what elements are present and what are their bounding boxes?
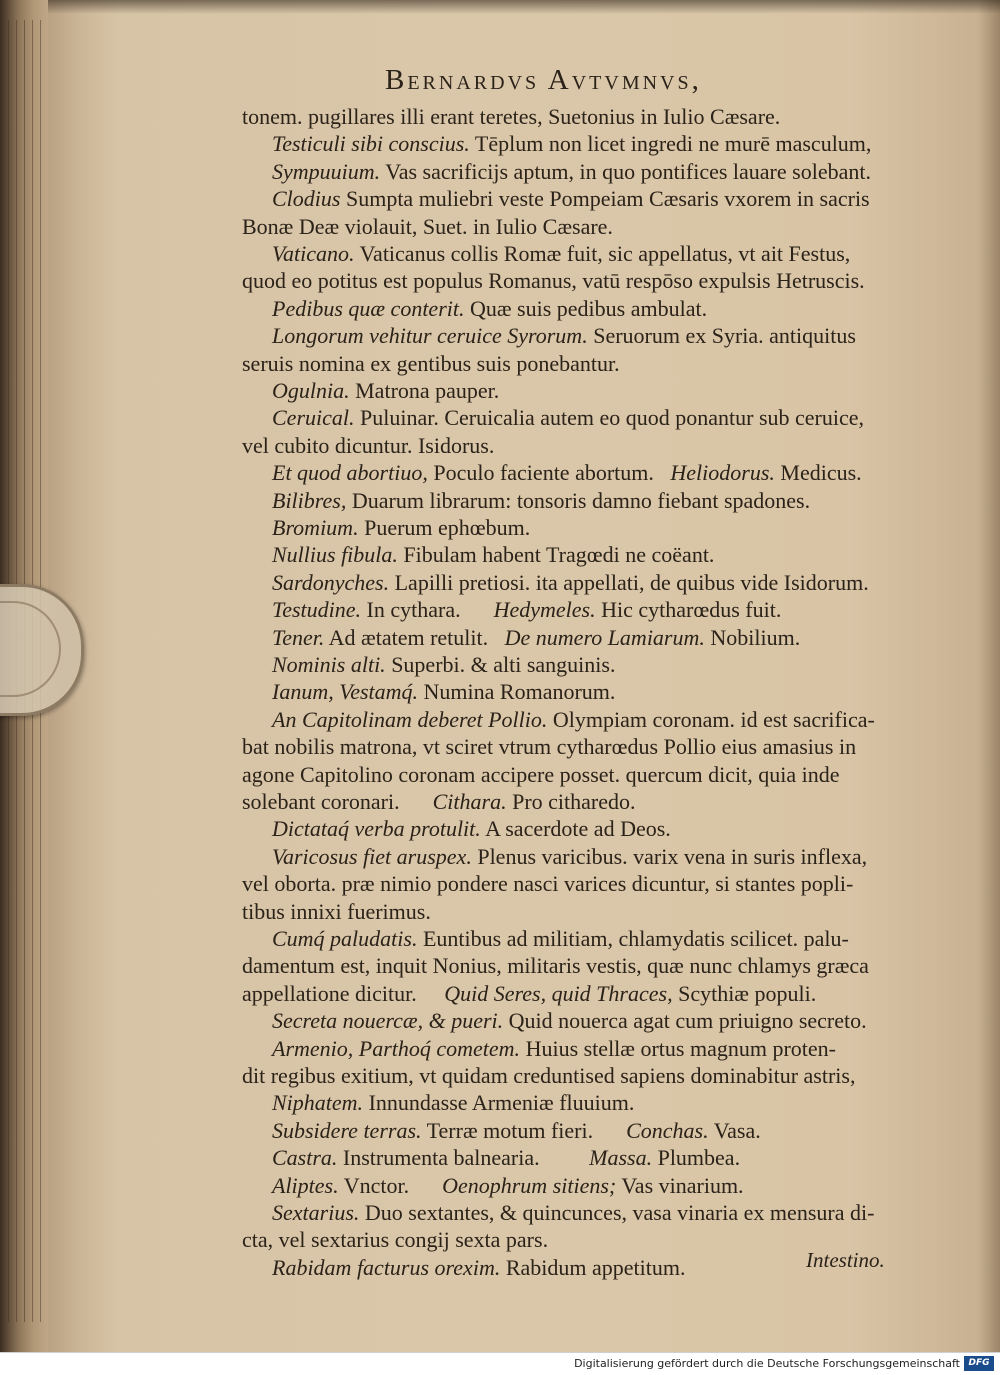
headword: An Capitolinam deberet Pollio. [272, 706, 548, 732]
text-line [272, 1035, 836, 1061]
gloss-text: Vaticanus collis Romæ fuit, sic appellatus, vt ait Festus, [354, 241, 851, 266]
text-line [272, 133, 871, 155]
gloss-text: Euntibus ad militiam, chlamydatis scilicet. palu- [417, 926, 849, 951]
gloss-text: Puluinar. Ceruicalia autem eo quod ponantur sub ceruice, [354, 405, 865, 431]
gloss-text: Tēplum non licet ingredi ne murē masculum, [469, 131, 872, 157]
gloss-text: Duarum librarum: tonsoris damno fiebant spadones. [346, 487, 811, 513]
text-line [242, 213, 613, 239]
gloss-text: bat nobilis matrona, vt sciret vtrum cytharœdus Pollio eius amasius in [242, 734, 857, 760]
text-line [272, 624, 801, 650]
text-line [272, 243, 850, 265]
gloss-text: vel cubito dicuntur. Isidorus. [242, 432, 495, 458]
gloss-text: Vasa. [708, 1117, 761, 1143]
gloss-text: Fibulam habent Tragœdi ne coëant. [397, 542, 715, 568]
text-line [272, 1147, 740, 1169]
headword: Sardonyches. [272, 569, 390, 595]
gloss-text: Nobilium. [704, 624, 801, 650]
gloss-text: Vas vinarium. [616, 1172, 744, 1198]
text-line [272, 1254, 686, 1280]
text-line [272, 544, 714, 566]
text-line [242, 350, 620, 376]
gloss-text: dit regibus exitium, vt quidam creduntised sapiens dominabitur astris, [242, 1063, 856, 1088]
gloss-text: Instrumenta balnearia. [337, 1145, 590, 1171]
gloss-text: quod eo potitus est populus Romanus, vatū respōso expulsis Hetruscis. [242, 268, 865, 294]
text-line [272, 1117, 761, 1143]
headword: Sympuuium. [272, 158, 381, 184]
headword: Ianum, Vestamq́. [272, 679, 419, 705]
headword: Cithara. [432, 789, 507, 814]
text-line [272, 599, 781, 621]
headword: Nominis alti. [272, 652, 386, 677]
headword: Conchas. [626, 1117, 709, 1143]
headword: Vaticano. [272, 241, 355, 266]
headword: Testudine. [272, 597, 362, 623]
text-line [242, 106, 780, 128]
text-line [272, 1202, 874, 1224]
catchword: Intestino. [806, 1248, 885, 1272]
gloss-text: Hic cytharœdus fuit. [595, 597, 782, 623]
text-line [242, 1229, 548, 1251]
text-line [272, 928, 849, 950]
gloss-text: Scythiæ populi. [672, 980, 817, 1006]
text-line [272, 462, 862, 484]
text-line [242, 432, 495, 458]
headword: Massa. [589, 1145, 653, 1171]
gloss-text: Quid nouerca agat cum priuigno secreto. [503, 1008, 867, 1034]
text-line [272, 158, 871, 184]
gloss-text: Superbi. & alti sanguinis. [385, 652, 616, 677]
gloss-text: seruis nomina ex gentibus suis ponebantur. [242, 350, 620, 376]
gloss-text: Vas sacrificijs aptum, in quo pontifices lauare solebant. [380, 158, 871, 184]
gloss-text: cta, vel sextarius congij sexta pars. [242, 1227, 549, 1253]
text-line [272, 487, 811, 513]
gloss-text: vel oborta. præ nimio pondere nasci varices dicuntur, si stantes popli- [242, 871, 854, 897]
gloss-text: A sacerdote ad Deos. [480, 816, 671, 842]
headword: Tener. [272, 624, 325, 650]
gloss-text: In cythara. [361, 597, 494, 623]
gloss-text: Matrona pauper. [349, 378, 500, 403]
headword: De numero Lamiarum. [504, 624, 705, 650]
headword: Ogulnia. [272, 378, 350, 403]
headword: Ceruical. [272, 405, 355, 431]
headword: Varicosus fiet aruspex. [272, 843, 472, 869]
headword: Dictataq́ verba protulit. [272, 816, 481, 842]
headword: Testiculi sibi conscius. [272, 131, 470, 157]
headword: Heliodorus. [670, 460, 775, 486]
gloss-text: Sumpta muliebri veste Pompeiam Cæsaris vxorem in sacris [340, 186, 870, 212]
gloss-text: Numina Romanorum. [418, 679, 616, 705]
headword: Et quod abortiuo, [272, 460, 428, 486]
headword: Pedibus quæ conterit. [272, 295, 465, 321]
text-line [272, 1092, 634, 1114]
headword: Hedymeles. [493, 597, 596, 623]
text-line [272, 295, 708, 321]
gloss-text: solebant coronari. [242, 789, 433, 814]
gloss-text: Huius stellæ ortus magnum proten- [520, 1035, 836, 1061]
gloss-text: Puerum ephœbum. [358, 515, 531, 540]
dfg-logo: DFG [964, 1356, 994, 1371]
headword: Oenophrum sitiens; [442, 1172, 617, 1198]
text-line [272, 654, 615, 676]
text-line [272, 517, 530, 539]
headword: Longorum vehitur ceruice Syrorum. [272, 323, 588, 349]
text-line [272, 569, 869, 595]
gloss-text: Medicus. [774, 460, 862, 486]
gloss-text: tibus innixi fuerimus. [242, 898, 431, 924]
gloss-text: Vnctor. [338, 1172, 443, 1198]
headword: Armenio, Parthoq́ cometem. [272, 1035, 521, 1061]
text-line [242, 955, 869, 977]
gloss-text: Olympiam coronam. id est sacrifica- [547, 706, 875, 732]
headword: Quid Seres, quid Thraces, [444, 980, 673, 1006]
headword: Sextarius. [272, 1200, 360, 1225]
gloss-text: Terræ motum fieri. [421, 1117, 627, 1143]
running-head: Bernardvs Avtvmnvs, [385, 64, 702, 96]
headword: Bilibres, [272, 487, 347, 513]
text-line [272, 1010, 867, 1032]
gloss-text: Duo sextantes, & quincunces, vasa vinaria ex mensura di- [359, 1200, 875, 1225]
gloss-text: Rabidum appetitum. [500, 1254, 686, 1280]
text-line [272, 706, 875, 732]
gloss-text: Ad ætatem retulit. [324, 624, 505, 650]
gloss-text: appellatione dicitur. [242, 980, 445, 1006]
text-line [272, 843, 868, 869]
gloss-text: Plenus varicibus. varix vena in suris inflexa, [471, 843, 868, 869]
gloss-text: agone Capitolino coronam accipere posset. quercum dicit, quia inde [242, 761, 840, 787]
gloss-text: Plumbea. [652, 1145, 741, 1171]
gloss-text: damentum est, inquit Nonius, militaris vestis, quæ nunc chlamys græca [242, 953, 869, 979]
headword: Niphatem. [272, 1090, 364, 1116]
text-line [242, 1065, 855, 1087]
text-line [242, 270, 865, 292]
gloss-text: Innundasse Armeniæ fluuium. [363, 1090, 635, 1116]
funding-credit: Digitalisierung gefördert durch die Deutsche Forschungsgemeinschaft [574, 1357, 960, 1370]
gloss-text: tonem. pugillares illi erant teretes, Suetonius in Iulio Cæsare. [242, 104, 781, 129]
text-line [272, 818, 671, 840]
gloss-text: Quæ suis pedibus ambulat. [464, 295, 708, 321]
headword: Aliptes. [272, 1172, 339, 1198]
headword: Cumq́ paludatis. [272, 926, 418, 951]
text-line [272, 681, 615, 703]
text-line [272, 188, 870, 210]
headword: Subsidere terras. [272, 1117, 422, 1143]
headword: Castra. [272, 1145, 338, 1171]
headword: Bromium. [272, 515, 359, 540]
gloss-text: Poculo faciente abortum. [427, 460, 671, 486]
gloss-text: Pro citharedo. [506, 789, 636, 814]
text-line [272, 1172, 744, 1198]
footer-bar [0, 1352, 1000, 1375]
gloss-text: Bonæ Deæ violauit, Suet. in Iulio Cæsare. [242, 213, 613, 239]
text-line [272, 325, 856, 347]
headword: Clodius [272, 186, 341, 212]
text-line [242, 898, 431, 924]
text-line [272, 407, 864, 429]
text-line [242, 873, 853, 895]
text-line [272, 380, 499, 402]
headword: Secreta nouercæ, & pueri. [272, 1008, 504, 1034]
gloss-text: Lapilli pretiosi. ita appellati, de quibus vide Isidorum. [389, 569, 869, 595]
gloss-text: Seruorum ex Syria. antiquitus [587, 323, 856, 349]
text-line [242, 791, 635, 813]
headword: Nullius fibula. [272, 542, 398, 568]
text-line [242, 736, 856, 758]
text-line [242, 980, 817, 1006]
headword: Rabidam facturus orexim. [272, 1254, 501, 1280]
text-line [242, 761, 840, 787]
